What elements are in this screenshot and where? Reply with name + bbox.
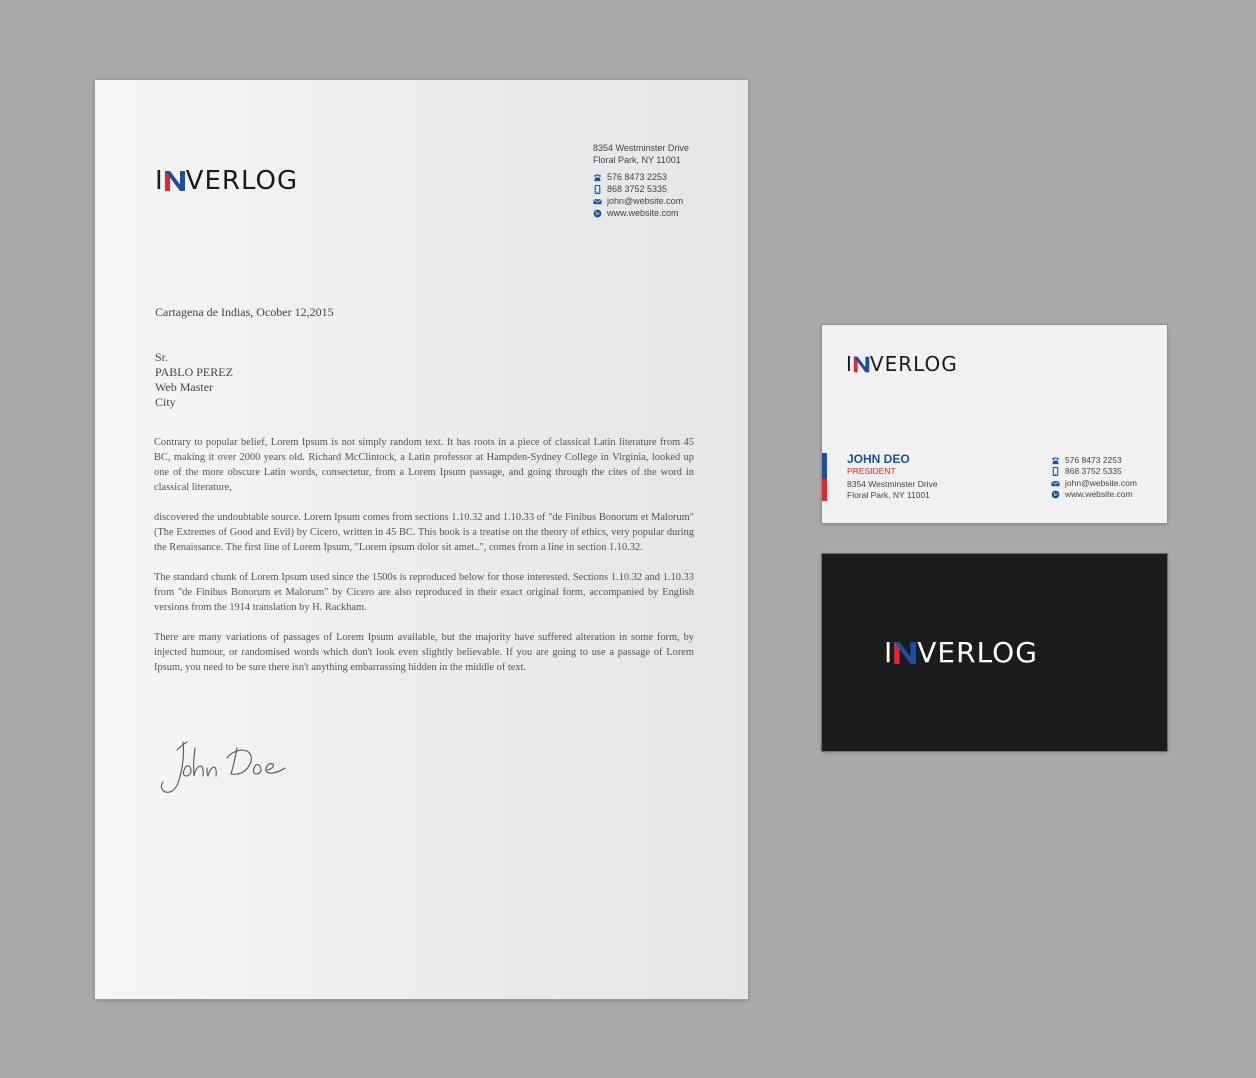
recipient-city: City <box>155 395 176 409</box>
mobile-icon <box>1051 467 1060 476</box>
brand-logo <box>155 166 298 196</box>
envelope-icon <box>1051 479 1060 488</box>
logo-letter-i: I <box>884 636 894 669</box>
logo-n-mark-icon <box>164 170 186 192</box>
phone-row <box>1051 455 1137 466</box>
business-card-front <box>822 325 1167 523</box>
website-text[interactable]: www.website.com <box>1065 488 1133 499</box>
phone-text: 576 8473 2253 <box>1065 455 1122 465</box>
globe-icon <box>593 209 602 218</box>
email-row <box>593 195 689 207</box>
phone-text: 576 8473 2253 <box>607 172 668 182</box>
recipient-salutation: Sr. <box>155 350 169 364</box>
mobile-text: 868 3752 5335 <box>607 184 668 194</box>
mobile-row <box>593 183 689 195</box>
body-paragraph: There are many variations of passages of Lorem Ipsum available, but the majority have suffered alteration in some form, by injected humour, or randomised words which don't look even slightly believable. If you are going to use a passage of Lorem Ipsum, you need to be sure there isn't anything embarrassing hidden in the middle of text. <box>154 632 694 673</box>
letter-date: Cartagena de Indias, Ocober 12,2015 <box>155 305 334 319</box>
logo-letter-i: I <box>846 352 853 376</box>
logo-letter-i: I <box>155 166 164 196</box>
letterhead-sheet <box>95 80 748 999</box>
card-person-title: PRESIDENT <box>847 466 896 476</box>
body-paragraph: discovered the undoubtable source. Lorem Ipsum comes from sections 1.10.32 and 1.10.33 of "de Finibus Bonorum et Malorum" (The Extremes of Good and Evil) by Cicero, written in 45 BC. This book is a treatise on the theory of ethics, very popular during the Renaissance. The first line of Lorem Ipsum, "Lorem ipsum dolor sit amet..", comes from a line in section 1.10.32. <box>154 512 694 553</box>
brand-logo <box>846 352 958 376</box>
letter-body <box>154 435 694 690</box>
email-row <box>1051 478 1137 489</box>
letterhead-contact <box>593 142 689 219</box>
card-address-line-1: 8354 Westminster Drive <box>847 479 938 489</box>
accent-stripe-blue <box>822 453 827 479</box>
mobile-text: 868 3752 5335 <box>1065 466 1122 477</box>
logo-n-mark-icon <box>853 356 870 373</box>
body-paragraph: Contrary to popular belief, Lorem Ipsum is not simply random text. It has roots in a piece of classical Latin literature from 45 BC, making it over 2000 years old. Richard McClintock, a Latin professor at Hampden-Sydney College in Virginia, looked up one of the more obscure Latin words, consectetur, from a Lorem Ipsum passage, and going through the cites of the word in classical literature, <box>154 437 694 493</box>
mobile-icon <box>593 185 602 194</box>
card-address-line-2: Floral Park, NY 11001 <box>847 490 930 500</box>
handwritten-signature <box>155 730 295 805</box>
accent-stripe-red <box>822 479 827 501</box>
brand-logo <box>884 636 1038 669</box>
mobile-row <box>1051 466 1137 477</box>
address-line-1: 8354 Westminster Drive <box>593 143 689 153</box>
website-row <box>1051 489 1137 500</box>
recipient-role: Web Master <box>155 380 214 394</box>
phone-icon <box>593 173 602 182</box>
email-text[interactable]: john@website.com <box>1065 477 1137 488</box>
phone-icon <box>1051 456 1060 465</box>
address-line-2: Floral Park, NY 11001 <box>593 155 681 165</box>
logo-text: VERLOG <box>185 166 299 196</box>
card-person-name: JOHN DEO <box>847 452 910 466</box>
recipient-name: PABLO PEREZ <box>155 365 233 379</box>
card-address <box>847 479 938 501</box>
website-row <box>593 207 689 219</box>
logo-text: VERLOG <box>917 636 1038 669</box>
email-text[interactable]: john@website.com <box>607 196 684 206</box>
logo-text: VERLOG <box>869 352 958 376</box>
globe-icon <box>1051 490 1060 499</box>
logo-n-mark-icon <box>893 641 917 665</box>
business-card-back <box>822 554 1167 751</box>
envelope-icon <box>593 197 602 206</box>
recipient-block <box>155 350 233 410</box>
phone-row <box>593 171 689 183</box>
body-paragraph: The standard chunk of Lorem Ipsum used since the 1500s is reproduced below for those interested. Sections 1.10.32 and 1.10.33 from "de Finibus Bonorum et Malorum" by Cicero are also reproduced in their exact original form, accompanied by English versions from the 1914 translation by H. Rackham. <box>154 572 694 613</box>
website-text[interactable]: www.website.com <box>607 208 679 218</box>
card-contact <box>1051 455 1137 500</box>
